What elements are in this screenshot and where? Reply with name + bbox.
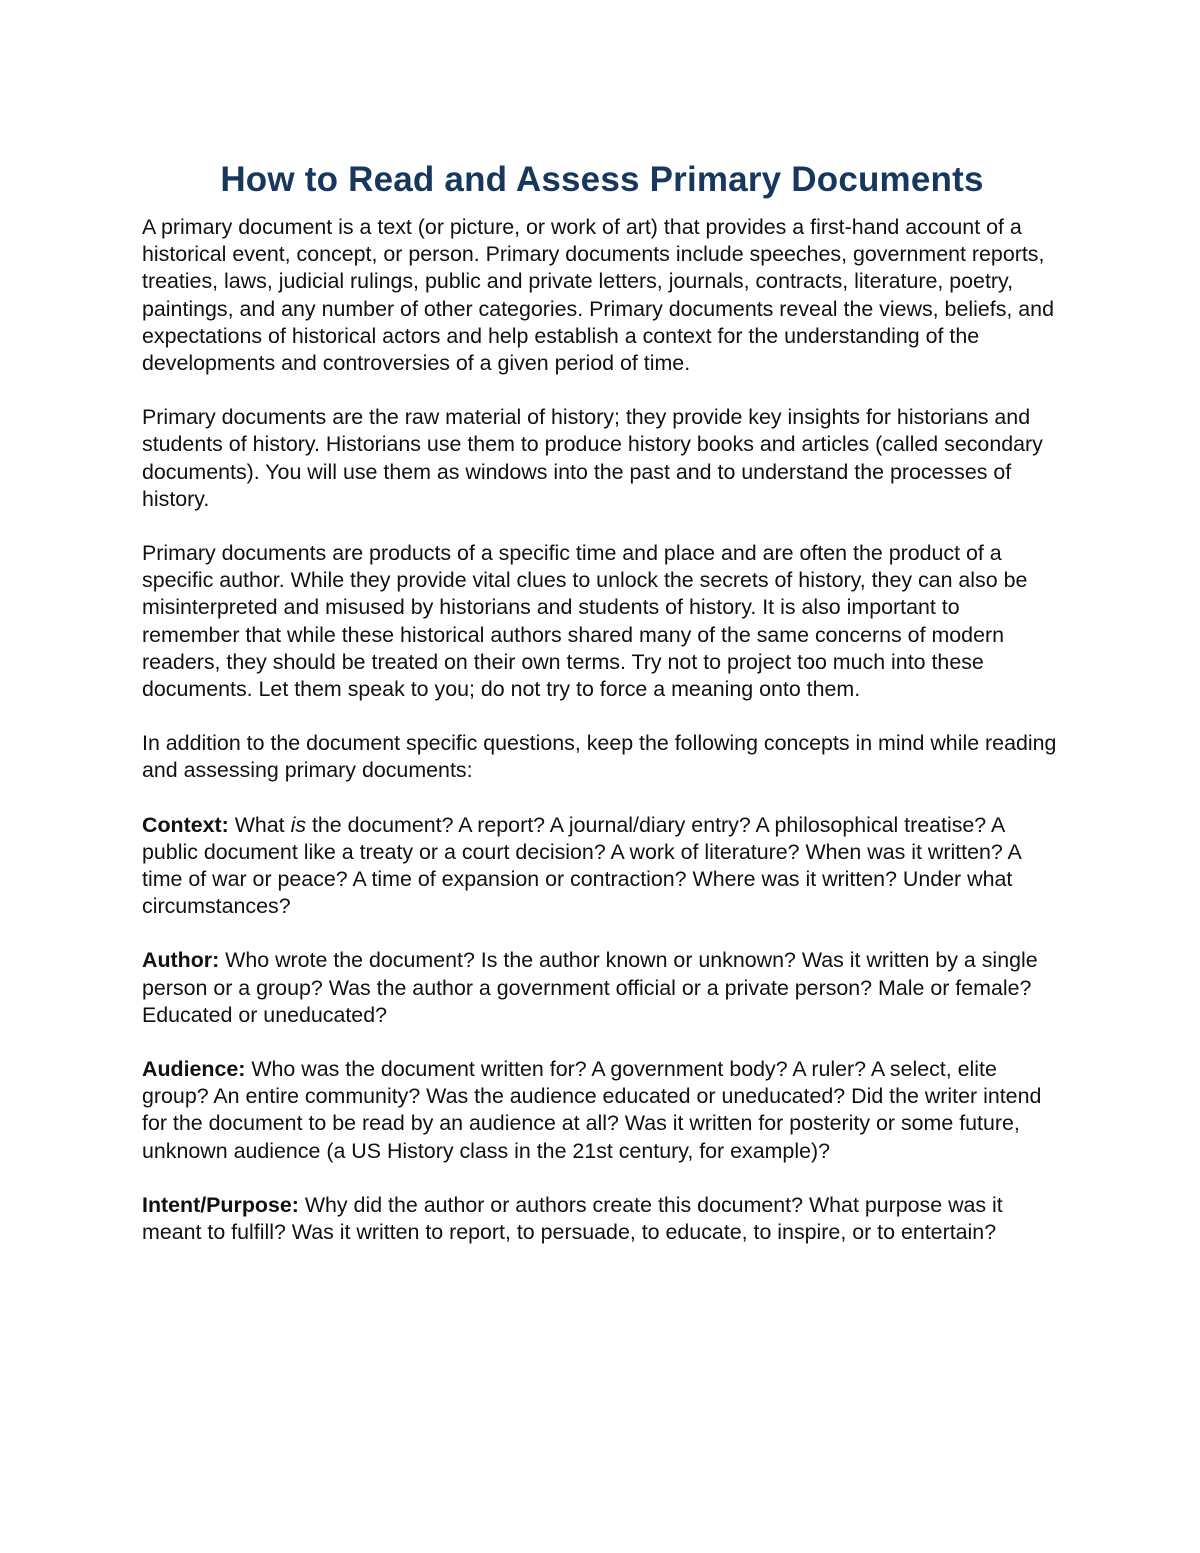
context-emphasis: is (290, 812, 307, 837)
document-page (142, 158, 1062, 1273)
intro-paragraph: A primary document is a text (or picture, or work of art) that provides a first-hand account of a historical event, concept, or person. Primary documents include speeches, government reports, treaties, laws, judicial rulings, public and private letters, journals, contracts, literature, poetry, paintings, and any number of other categories. Primary documents reveal the views, beliefs, and expectations of historical actors and help establish a context for the understanding of the developments and controversies of a given period of time. (142, 215, 1054, 376)
author-paragraph (142, 947, 1062, 1029)
intent-paragraph (142, 1192, 1062, 1246)
raw-material-paragraph: Primary documents are the raw material of history; they provide key insights for historians and students of history. Historians use them to produce history books and articles (called secondary documents). You will use them as windows into the past and to understand the processes of history. (142, 405, 1043, 511)
intent-text: Why did the author or authors create this document? What purpose was it meant to fulfill? Was it written to report, to persuade, to educate, to inspire, or to entertain? (142, 1192, 1003, 1245)
audience-paragraph (142, 1056, 1062, 1165)
author-text: Who wrote the document? Is the author known or unknown? Was it written by a single person or a group? Was the author a government official or a private person? Male or female? Educated or uneducated? (142, 948, 1038, 1027)
concepts-intro-paragraph: In addition to the document specific questions, keep the following concepts in mind while reading and assessing primary documents: (142, 731, 1057, 783)
document-title: How to Read and Assess Primary Documents (220, 160, 984, 199)
context-text-after: the document? A report? A journal/diary entry? A philosophical treatise? A public document like a treaty or a court decision? A work of literature? When was it written? A time of war or peace? A time of expansion or contraction? Where was it written? Under what circumstances? (142, 812, 1021, 919)
intent-label: Intent/Purpose: (142, 1192, 299, 1217)
products-of-time-paragraph: Primary documents are products of a specific time and place and are often the product of a specific author. While they provide vital clues to unlock the secrets of history, they can also be misinterpreted and misused by historians and students of history. It is also important to remember that while these historical authors shared many of the same concerns of modern readers, they should be treated on their own terms. Try not to project too much into these documents. Let them speak to you; do not try to force a meaning onto them. (142, 541, 1028, 702)
audience-text: Who was the document written for? A government body? A ruler? A select, elite group? An entire community? Was the audience educated or uneducated? Did the writer intend for the document to be read by an audience at all? Was it written for posterity or some future, unknown audience (a US History class in the 21st century, for example)? (142, 1057, 1042, 1163)
author-label: Author: (142, 948, 220, 973)
audience-label: Audience: (142, 1057, 246, 1082)
context-label: Context: (142, 812, 229, 837)
context-text-before: What (228, 812, 291, 837)
context-paragraph (142, 812, 1062, 921)
